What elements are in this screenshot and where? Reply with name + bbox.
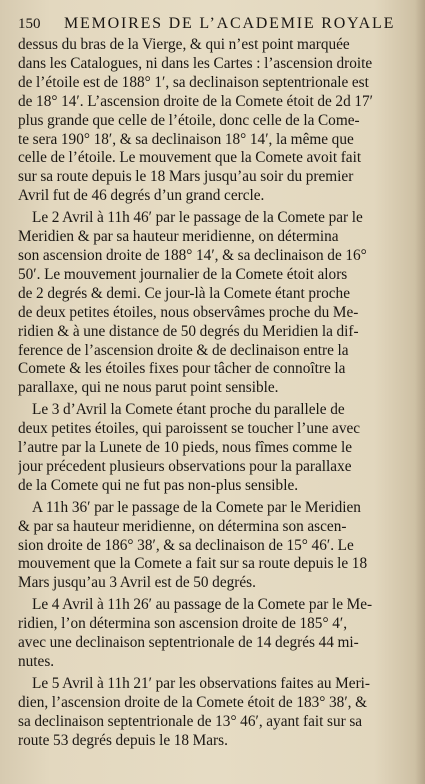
text-line: ference de l’ascension droite & de declinaison entre la	[18, 341, 349, 359]
text-line: & par sa hauteur meridienne, on détermina son ascen-	[18, 517, 347, 535]
running-head: MEMOIRES DE L’ACADEMIE ROYALE	[64, 15, 396, 32]
text-line: de 2 degrés & demi. Ce jour-là la Comete étant proche	[18, 284, 350, 302]
text-line: mouvement que la Comete a fait sur sa route depuis le 18	[18, 555, 368, 573]
text-line: Comete & les étoiles fixes pour tâcher de connoître la	[18, 360, 346, 378]
text-line: Le 4 Avril à 11h 26′ au passage de la Comete par le Me-	[32, 596, 373, 614]
text-line: dien, l’ascension droite de la Comete étoit de 183° 38′, &	[18, 693, 368, 711]
page-number: 150	[18, 16, 41, 32]
text-line: jour précedent plusieurs observations pour la parallaxe	[18, 457, 352, 475]
text-line: sur sa route depuis le 18 Mars jusqu’au soir du premier	[18, 168, 354, 186]
text-line: deux petites étoiles, qui paroissent se toucher l’une avec	[18, 420, 361, 438]
paragraph-5	[18, 596, 411, 672]
text-line: l’autre par la Lunete de 10 pieds, nous fîmes comme le	[18, 439, 352, 457]
text-line: route 53 degrés depuis le 18 Mars.	[18, 731, 228, 749]
text-line: Le 3 d’Avril la Comete étant proche du parallele de	[32, 401, 345, 419]
text-line: sion droite de 186° 38′, & sa declinaison de 15° 46′. Le	[18, 536, 354, 554]
page-header	[18, 14, 411, 36]
paragraph-2	[18, 209, 411, 398]
text-line: Meridien & par sa hauteur meridienne, on détermina	[18, 228, 339, 246]
page-edge-shadow	[415, 0, 425, 784]
paragraph-4	[18, 499, 411, 594]
text-line: avec une declinaison septentrionale de 14 degrés 44 mi-	[18, 634, 359, 652]
text-line: Mars jusqu’au 3 Avril est de 50 degrés.	[18, 574, 256, 592]
text-line: A 11h 36′ par le passage de la Comete par le Meridien	[32, 498, 361, 516]
text-line: Avril fut de 46 degrés d’un grand cercle.	[18, 187, 265, 205]
text-line: sa declinaison septentrionale de 13° 46′, ayant fait sur sa	[18, 712, 363, 730]
text-line: de l’étoile est de 188° 1′, sa declinaison septentrionale est	[18, 73, 369, 91]
text-line: Le 5 Avril à 11h 21′ par les observations faites au Meri-	[32, 674, 371, 692]
text-line: celle de l’étoile. Le mouvement que la Comete avoit fait	[18, 149, 362, 167]
text-line: de la Comete qui ne fut pas non-plus sensible.	[18, 476, 299, 494]
text-line: 50′. Le mouvement journalier de la Comete étoit alors	[18, 265, 348, 283]
text-line: ridien, l’on détermina son ascension droite de 185° 4′,	[18, 615, 348, 633]
text-line: plus grande que celle de l’étoile, donc celle de la Come-	[18, 111, 360, 129]
paragraph-3	[18, 401, 411, 496]
text-line: dans les Catalogues, ni dans les Cartes : l’ascension droite	[18, 54, 373, 72]
page-body	[18, 36, 411, 751]
paragraph-6	[18, 675, 411, 751]
text-line: dessus du bras de la Vierge, & qui n’est point marquée	[18, 36, 350, 53]
text-line: de deux petites étoiles, nous observâmes proche du Me-	[18, 303, 359, 321]
text-line: Le 2 Avril à 11h 46′ par le passage de la Comete par le	[32, 209, 363, 227]
paragraph-1	[18, 36, 411, 206]
text-line: ridien & à une distance de 50 degrés du Meridien la dif-	[18, 322, 359, 340]
text-line: te sera 190° 18′, & sa declinaison 18° 14′, la même que	[18, 130, 354, 148]
text-line: parallaxe, qui ne nous parut point sensible.	[18, 379, 279, 397]
text-line: son ascension droite de 188° 14′, & sa declinaison de 16°	[18, 246, 367, 264]
text-line: de 18° 14′. L’ascension droite de la Comete étoit de 2d 17′	[18, 92, 373, 110]
text-line: nutes.	[18, 653, 55, 670]
